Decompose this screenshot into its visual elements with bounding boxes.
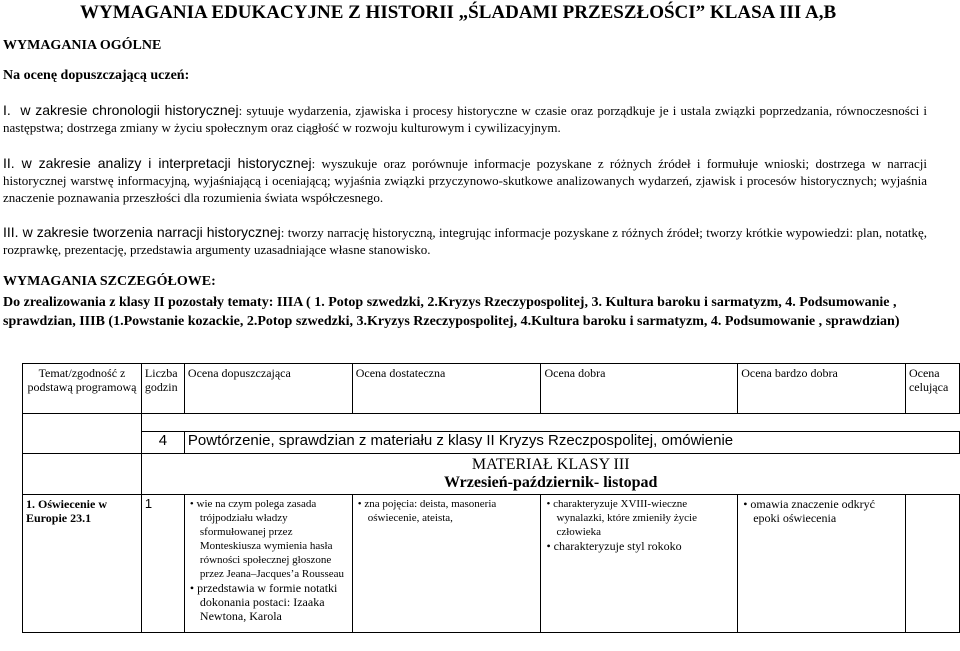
lesson-row-1: [23, 495, 960, 633]
list-item: • zna pojęcia: deista, masoneria oświecenie, ateista,: [368, 497, 538, 525]
header-topic: Temat/zgodność z podstawą programową: [23, 364, 142, 414]
requirement-3: III. w zakresie tworzenia narracji historycznej: tworzy narrację historyczną, integrując informacje pozyskane z różnych źródeł; tworzy krótkie wypowiedzi: plan, notatkę, rozprawkę, prezentację, przedstawia argumenty uzasadniające własne stanowisko.: [3, 224, 927, 257]
spacer-row: [23, 414, 960, 432]
review-text: Powtórzenie, sprawdzian z materiału z klasy II Kryzys Rzeczpospolitej, omówienie: [184, 432, 959, 454]
requirement-1: I. w zakresie chronologii historycznej: sytuuje wydarzenia, zjawiska i procesy historyczne w czasie oraz porządkuje je i ustala związki poprzedzania, równoczesności i następstwa; dostrzega zmiany w życiu społecznym oraz ciągłość w rozwoju kulturowym i cywilizacyjnym.: [3, 102, 928, 135]
detailed-requirements-heading: WYMAGANIA SZCZEGÓŁOWE:: [3, 274, 216, 289]
lesson-dop: [184, 495, 352, 633]
review-row: [23, 432, 960, 454]
material-row: [23, 454, 960, 495]
header-hours: Liczba godzin: [141, 364, 184, 414]
general-requirements-heading: WYMAGANIA OGÓLNE: [3, 38, 162, 53]
table-header-row: [23, 364, 960, 414]
list-item: • charakteryzuje styl rokoko: [556, 539, 734, 553]
lesson-cel: [905, 495, 959, 633]
header-dobra: Ocena dobra: [541, 364, 738, 414]
list-item: • omawia znaczenie odkryć epoki oświecenia: [753, 497, 902, 525]
header-bdb: Ocena bardzo dobra: [738, 364, 906, 414]
requirement-2: II. w zakresie analizy i interpretacji historycznej: wyszukuje oraz porównuje informacje pozyskane z różnych źródeł i formułuje wnioski; dostrzega w narracji historycznej warstwę informacyjną, wyjaśniającą i oceniającą; wyjaśnia związki przyczynowo-skutkowe analizowanych wydarzeń, zjawisk i procesów historycznych; wyjaśnia znaczenie poznawania przeszłości dla rozumienia świata współczesnego.: [3, 155, 927, 205]
list-item: • charakteryzuje XVIII-wieczne wynalazki, które zmieniły życie człowieka: [556, 497, 734, 539]
lesson-dost: [352, 495, 541, 633]
header-dop: Ocena dopuszczająca: [184, 364, 352, 414]
header-dost: Ocena dostateczna: [352, 364, 541, 414]
document-title: WYMAGANIA EDUKACYJNE Z HISTORII „ŚLADAMI PRZESZŁOŚCI” KLASA III A,B: [80, 2, 837, 23]
header-cel: Ocena celująca: [905, 364, 959, 414]
lesson-bdb: [738, 495, 906, 633]
list-item: • wie na czym polega zasada trójpodziału władzy sformułowanej przez Monteskiusza wymienia hasła równości społecznej głoszone przez Jeana–Jacques’a Rousseau: [200, 497, 349, 581]
requirements-table: [22, 363, 960, 633]
review-hours: 4: [141, 432, 184, 454]
pass-grade-heading: Na ocenę dopuszczającą uczeń:: [3, 68, 190, 83]
material-heading: MATERIAŁ KLASY III Wrzesień-październik- listopad: [443, 456, 658, 491]
remaining-topics-note: Do zrealizowania z klasy II pozostały tematy: IIIA ( 1. Potop szwedzki, 2.Kryzys Rzeczypospolitej, 3. Kultura baroku i sarmatyzm, 4. Podsumowanie , sprawdzian, IIIB (1.Powstanie kozackie, 2.Potop szwedzki, 3.Kryzys Rzeczypospolitej, 4.Kultura baroku i sarmatyzm, 4. Podsumowanie , sprawdzian): [3, 295, 900, 329]
lesson-dobra: [541, 495, 738, 633]
lesson-hours: 1: [141, 495, 184, 633]
lesson-topic: 1. Oświecenie w Europie 23.1: [23, 495, 142, 633]
list-item: • przedstawia w formie notatki dokonania postaci: Izaaka Newtona, Karola: [200, 581, 349, 623]
